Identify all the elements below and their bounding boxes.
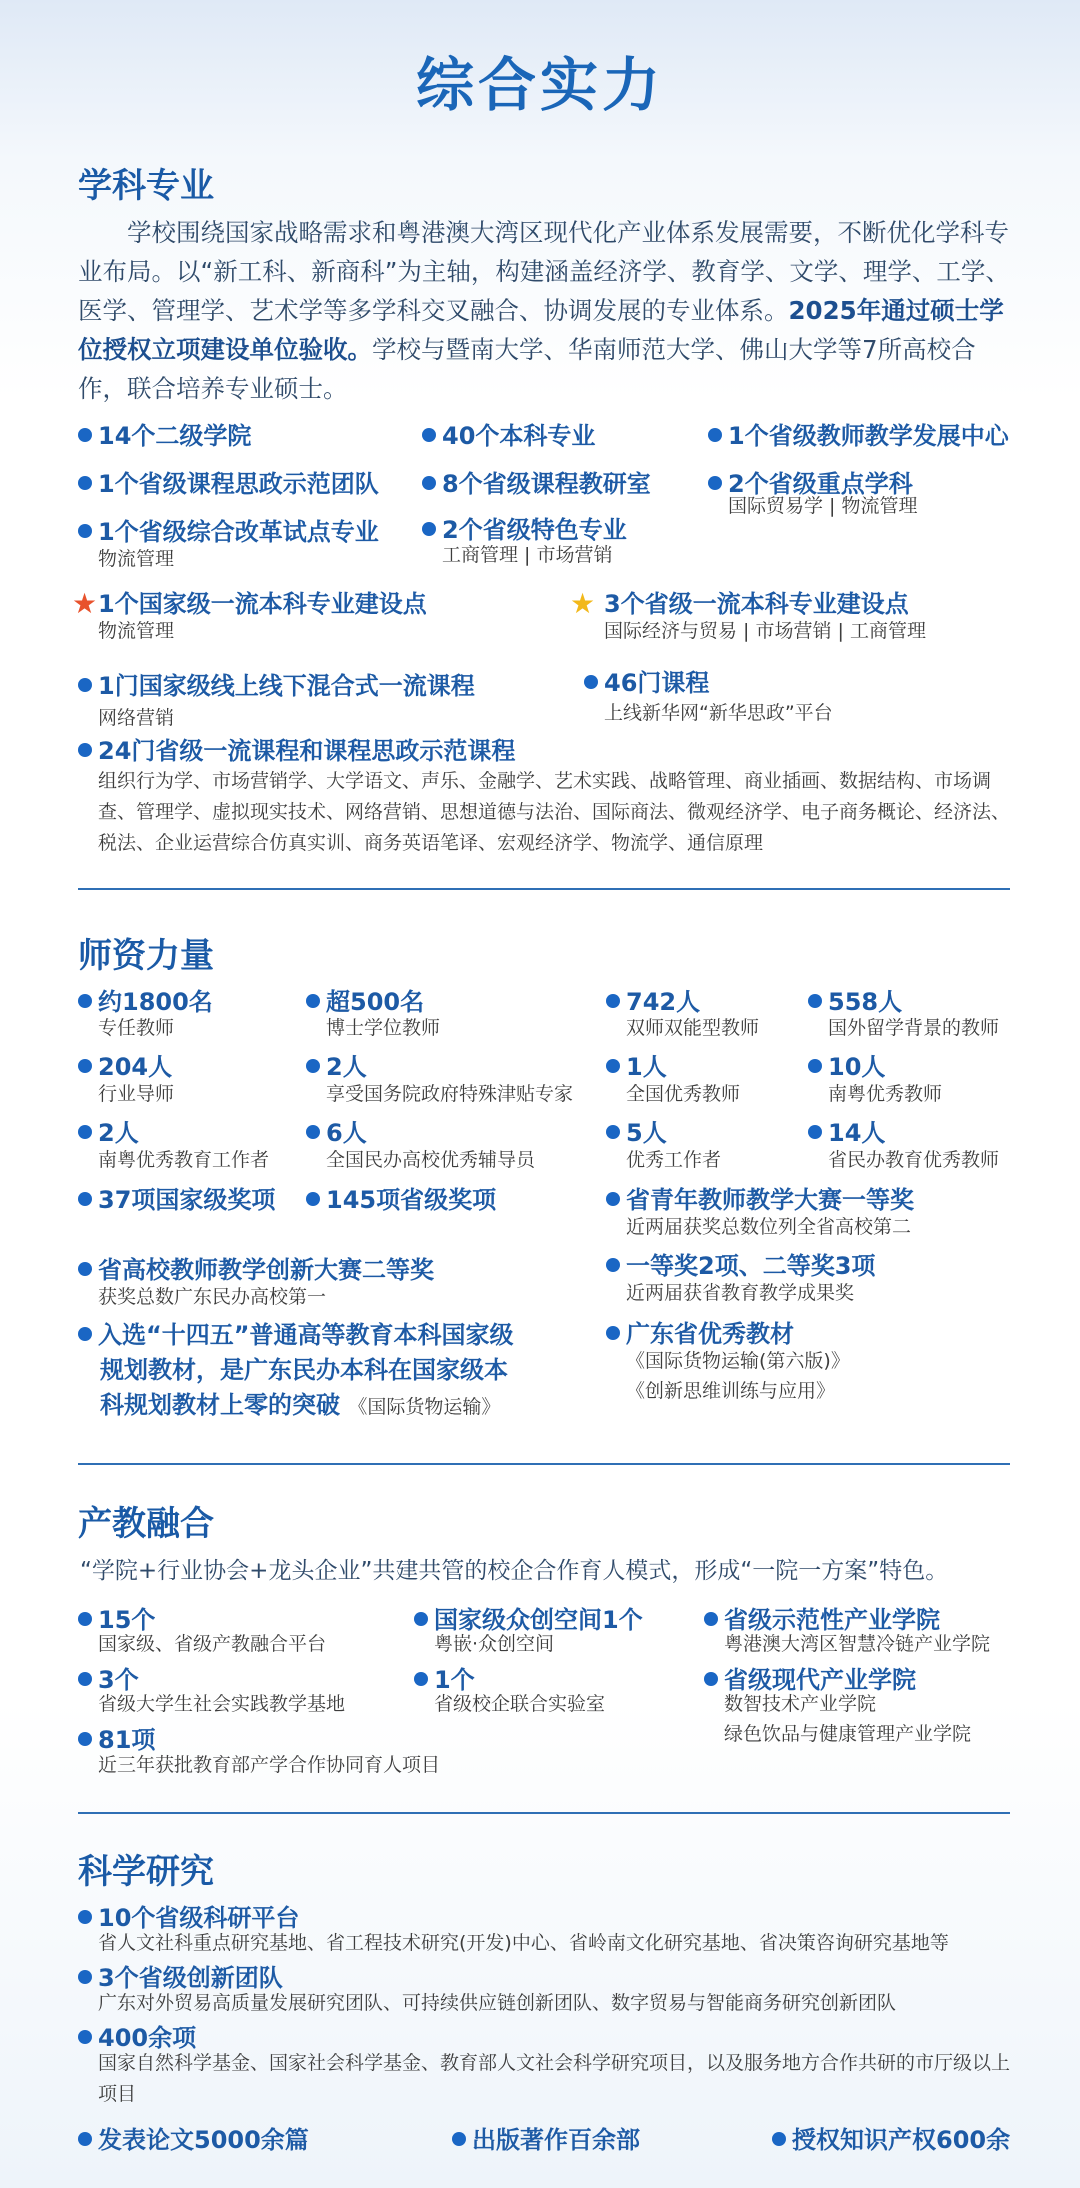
faculty-stat: 558人 — [808, 986, 902, 1018]
industry-stat-label: 省级大学生社会实践教学基地 — [98, 1693, 346, 1715]
award-young-teacher-detail: 近两届获奖总数位列全省高校第二 — [626, 1216, 912, 1238]
item-reform-pilot-detail: 物流管理 — [98, 548, 175, 570]
faculty-stat: 2人 — [78, 1117, 139, 1149]
faculty-stat-label: 享受国务院政府特殊津贴专家 — [326, 1083, 574, 1105]
item-featured-majors: 2个省级特色专业 — [422, 514, 627, 546]
award-teaching-results: 一等奖2项、二等奖3项 — [606, 1250, 875, 1282]
award-textbook-national — [78, 1318, 578, 1425]
item-online-courses: 46门课程 — [584, 667, 709, 699]
industry-stat-label: 近三年获批教育部产学合作协同育人项目 — [98, 1754, 441, 1776]
textbook-line-2: 规划教材，是广东民办本科在国家级本 — [100, 1356, 508, 1384]
item-course-offices: 8个省级课程教研室 — [422, 468, 651, 500]
industry-stat-label: 国家级、省级产教融合平台 — [98, 1633, 327, 1655]
industry-stat: 1个 — [414, 1664, 475, 1696]
research-books: 出版著作百余部 — [452, 2124, 640, 2156]
section-heading-industry: 产教融合 — [78, 1504, 214, 1544]
red-star-icon: ★ — [72, 587, 98, 620]
research-papers: 发表论文5000余篇 — [78, 2124, 309, 2156]
industry-stat-label: 数智技术产业学院 — [724, 1693, 877, 1715]
gold-star-icon: ★ — [570, 587, 596, 620]
research-projects: 400余项 — [78, 2022, 196, 2054]
item-provincial-courses: 24门省级一流课程和课程思政示范课程 — [78, 735, 515, 767]
item-provincial-first-class-major: 3个省级一流本科专业建设点 — [604, 590, 909, 618]
award-young-teacher: 省青年教师教学大赛一等奖 — [606, 1184, 914, 1216]
industry-stat-label: 粤港澳大湾区智慧冷链产业学院 — [724, 1633, 991, 1655]
award-teaching-results-detail: 近两届获省教育教学成果奖 — [626, 1282, 855, 1304]
faculty-stat-label: 全国民办高校优秀辅导员 — [326, 1149, 536, 1171]
faculty-stat-label: 南粤优秀教师 — [828, 1083, 943, 1105]
item-national-first-class-major-detail: 物流管理 — [98, 620, 175, 642]
industry-intro: “学院+行业协会+龙头企业”共建共管的校企合作育人模式，形成“一院一方案”特色。 — [80, 1558, 949, 1584]
item-key-disciplines-detail: 国际贸易学 | 物流管理 — [728, 495, 918, 517]
divider — [78, 1812, 1010, 1814]
faculty-stat: 5人 — [606, 1117, 667, 1149]
excellent-textbook-2: 《创新思维训练与应用》 — [626, 1380, 836, 1402]
excellent-textbook-1: 《国际货物运输(第六版)》 — [626, 1350, 850, 1372]
faculty-stat-label: 行业导师 — [98, 1083, 175, 1105]
faculty-stat: 204人 — [78, 1051, 172, 1083]
research-platforms-detail: 省人文社科重点研究基地、省工程技术研究(开发)中心、省岭南文化研究基地、省决策咨询研究基地等 — [98, 1932, 949, 1954]
industry-stat: 81项 — [78, 1724, 155, 1756]
faculty-stat: 14人 — [808, 1117, 885, 1149]
research-teams-detail: 广东对外贸易高质量发展研究团队、可持续供应链创新团队、数字贸易与智能商务研究创新团队 — [98, 1992, 897, 2014]
faculty-stat-label: 全国优秀教师 — [626, 1083, 741, 1105]
research-projects-detail: 国家自然科学基金、国家社会科学基金、教育部人文社会科学研究项目，以及服务地方合作共研的市厅级以上项目 — [98, 2052, 1011, 2105]
faculty-stat-label: 南粤优秀教育工作者 — [98, 1149, 270, 1171]
section-heading-disciplines: 学科专业 — [78, 166, 214, 206]
section-heading-faculty: 师资力量 — [78, 936, 214, 976]
item-national-blended-course-detail: 网络营销 — [98, 707, 175, 729]
industry-stat: 国家级众创空间1个 — [414, 1604, 643, 1636]
industry-stat-label: 省级校企联合实验室 — [434, 1693, 606, 1715]
faculty-stat: 2人 — [306, 1051, 367, 1083]
item-ideology-team: 1个省级课程思政示范团队 — [78, 468, 379, 500]
item-national-first-class-major: 1个国家级一流本科专业建设点 — [98, 590, 427, 618]
item-featured-majors-detail: 工商管理 | 市场营销 — [442, 544, 613, 566]
para-part-a: 学校围绕国家战略需求和粤港澳大湾区现代化产业体系发展需要，不断优化学科专业布局。以“新工科、新商科”为主轴，构建涵盖经济学、教育学、文学、理学、工学、医学、管理学、艺术学等多学科交叉融合、协调发展的专业体系。 — [78, 218, 1010, 325]
divider — [78, 1463, 1010, 1465]
industry-stat-label: 粤嵌·众创空间 — [434, 1633, 555, 1655]
industry-stat: 省级示范性产业学院 — [704, 1604, 940, 1636]
faculty-stat-label: 国外留学背景的教师 — [828, 1017, 1000, 1039]
para-part-c: 学校与暨南大学、华南师范大学、佛山大学等7所高校合作，联合培养专业硕士。 — [78, 335, 976, 403]
item-reform-pilot: 1个省级综合改革试点专业 — [78, 516, 379, 548]
faculty-stat-label: 博士学位教师 — [326, 1017, 441, 1039]
item-provincial-courses-list: 组织行为学、市场营销学、大学语文、声乐、金融学、艺术实践、战略管理、商业插画、数据结构、市场调查、管理学、虚拟现实技术、网络营销、思想道德与法治、国际商法、微观经济学、电子商务概论、经济法、税法、企业运营综合仿真实训、商务英语笔译、宏观经济学、物流学、通信原理 — [98, 770, 1011, 854]
disciplines-paragraph — [78, 213, 1018, 408]
industry-stat-label: 绿色饮品与健康管理产业学院 — [724, 1723, 972, 1745]
award-excellent-textbook: 广东省优秀教材 — [606, 1318, 794, 1350]
section-heading-research: 科学研究 — [78, 1852, 214, 1892]
page-title: 综合实力 — [415, 51, 664, 119]
award-national: 37项国家级奖项 — [78, 1184, 275, 1216]
textbook-line-3: 科规划教材上零的突破 — [100, 1391, 340, 1419]
industry-stat: 15个 — [78, 1604, 155, 1636]
textbook-title: 《国际货物运输》 — [348, 1396, 501, 1418]
textbook-line-1: 入选“十四五”普通高等教育本科国家级 — [78, 1318, 578, 1353]
divider — [78, 888, 1010, 890]
faculty-stat-label: 省民办教育优秀教师 — [828, 1149, 1000, 1171]
faculty-stat-label: 专任教师 — [98, 1017, 175, 1039]
para-part-b: 2025年通过硕士学位授权立项建设单位验收。 — [78, 296, 1004, 364]
item-provincial-first-class-major-detail: 国际经济与贸易 | 市场营销 | 工商管理 — [604, 620, 926, 642]
faculty-stat-label: 优秀工作者 — [626, 1149, 722, 1171]
item-colleges: 14个二级学院 — [78, 420, 251, 452]
faculty-stat: 约1800名 — [78, 986, 213, 1018]
award-innovation: 省高校教师教学创新大赛二等奖 — [78, 1254, 434, 1286]
item-national-blended-course: 1门国家级线上线下混合式一流课程 — [78, 670, 475, 702]
award-innovation-detail: 获奖总数广东民办高校第一 — [98, 1286, 327, 1308]
research-teams: 3个省级创新团队 — [78, 1962, 283, 1994]
research-ip: 授权知识产权600余 — [772, 2124, 1010, 2156]
faculty-stat-label: 双师双能型教师 — [626, 1017, 760, 1039]
faculty-stat: 6人 — [306, 1117, 367, 1149]
faculty-stat: 742人 — [606, 986, 700, 1018]
item-online-courses-detail: 上线新华网“新华思政”平台 — [604, 702, 833, 724]
item-majors: 40个本科专业 — [422, 420, 595, 452]
research-platforms: 10个省级科研平台 — [78, 1902, 299, 1934]
industry-stat: 3个 — [78, 1664, 139, 1696]
item-teaching-center: 1个省级教师教学发展中心 — [708, 420, 1009, 452]
industry-stat: 省级现代产业学院 — [704, 1664, 916, 1696]
faculty-stat: 10人 — [808, 1051, 885, 1083]
faculty-stat: 超500名 — [306, 986, 424, 1018]
faculty-stat: 1人 — [606, 1051, 667, 1083]
item-key-disciplines: 2个省级重点学科 — [708, 468, 913, 500]
award-provincial: 145项省级奖项 — [306, 1184, 496, 1216]
